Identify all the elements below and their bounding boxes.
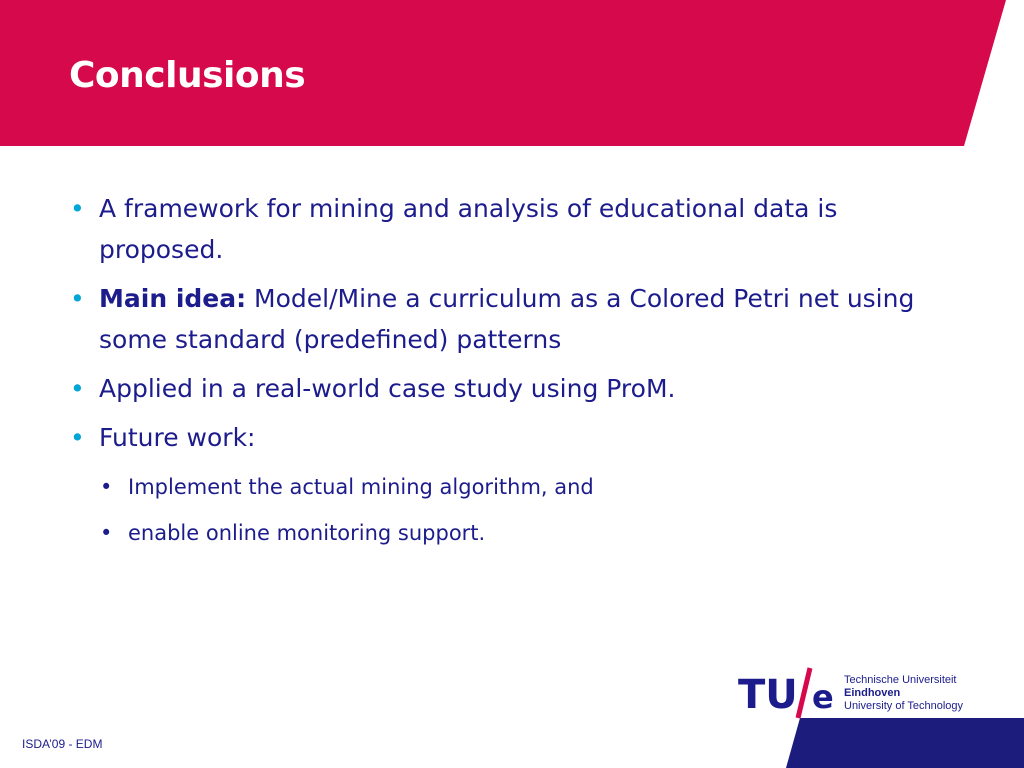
- slide-title: Conclusions: [69, 55, 306, 96]
- subbullet-marker: •: [100, 475, 113, 499]
- bullet-bold-label: Main idea:: [99, 284, 247, 313]
- bullet-item: [70, 188, 950, 270]
- bullet-item: [70, 368, 950, 409]
- bullet-text: Applied in a real-world case study using ProM.: [99, 374, 676, 403]
- subbullet-text: enable online monitoring support.: [128, 521, 486, 545]
- bullet-marker: •: [70, 374, 85, 403]
- tue-logo-line3: University of Technology: [844, 700, 964, 712]
- bullet-marker: •: [70, 194, 85, 223]
- footer-label: ISDA’09 - EDM: [22, 737, 103, 751]
- tue-logo-text: [844, 674, 963, 713]
- bullet-item: [70, 278, 950, 360]
- tue-logo-line1: Technische Universiteit: [844, 674, 957, 686]
- bullet-text: A framework for mining and analysis of educational data is proposed.: [99, 194, 838, 264]
- tue-logo-line2: Eindhoven: [844, 687, 901, 699]
- bullet-marker: •: [70, 423, 85, 452]
- bullet-item: [70, 417, 950, 458]
- subbullet-item: [70, 516, 950, 550]
- subbullet-item: [70, 470, 950, 504]
- tue-logo-letters-tu: TU: [738, 672, 798, 718]
- bullet-marker: •: [70, 284, 85, 313]
- bullet-list: [70, 188, 950, 560]
- tue-logo-letter-e: e: [812, 678, 834, 716]
- bullet-text: Model/Mine a curriculum as a Colored Petri net using some standard (predefined) patterns: [99, 284, 915, 354]
- tue-logo: [738, 664, 978, 720]
- subbullet-text: Implement the actual mining algorithm, and: [128, 475, 594, 499]
- tue-logo-mark: [738, 664, 838, 720]
- subbullet-marker: •: [100, 521, 113, 545]
- bullet-text: Future work:: [99, 423, 256, 452]
